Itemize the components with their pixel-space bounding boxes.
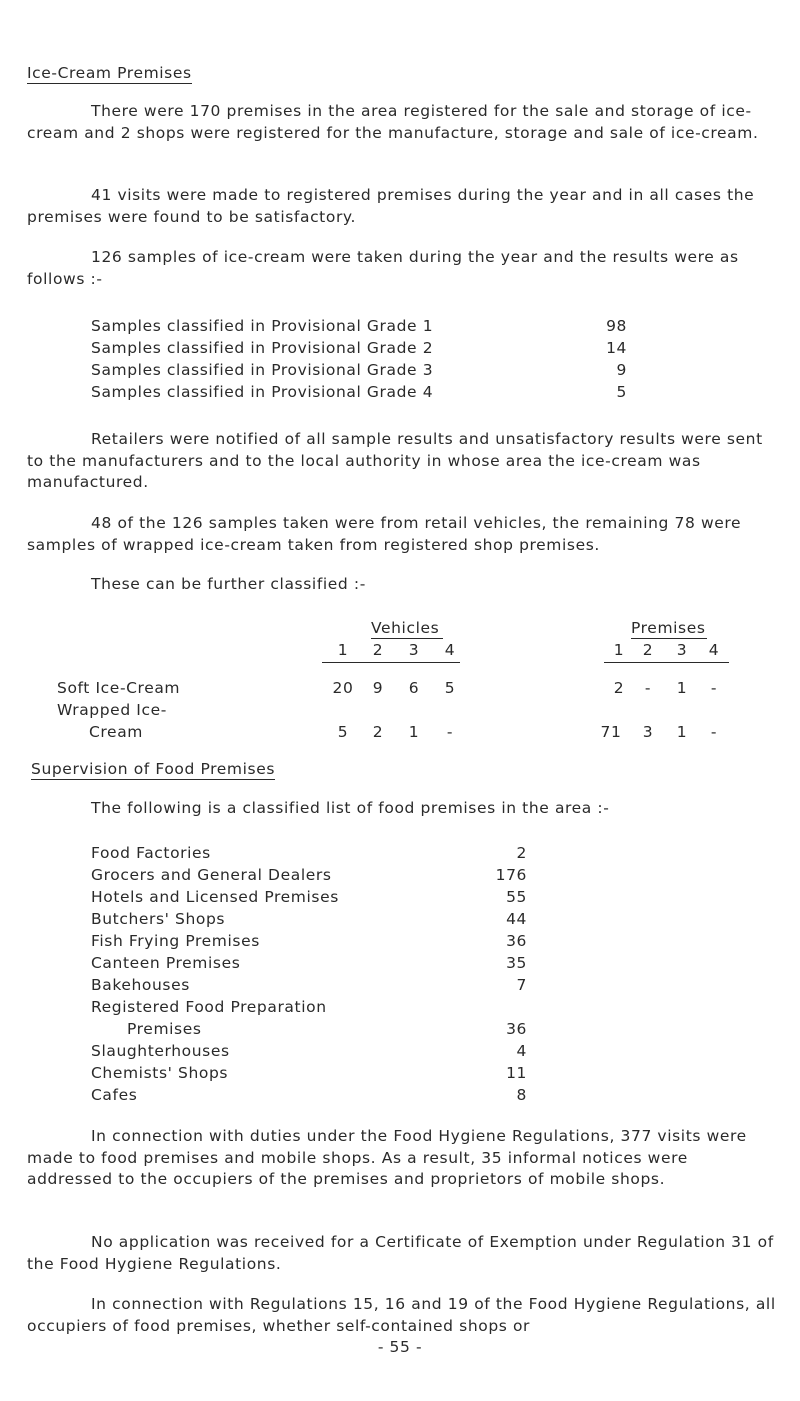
- row-label: Soft Ice-Cream: [57, 679, 181, 697]
- premises-cell: -: [710, 723, 718, 741]
- vehicles-cell: 20: [332, 679, 354, 697]
- premises-label: Cafes: [91, 1086, 138, 1104]
- grade-value: 9: [616, 361, 627, 379]
- premises-count: 36: [506, 932, 527, 950]
- premises-count: 55: [506, 888, 527, 906]
- premises-label: Fish Frying Premises: [91, 932, 260, 950]
- vehicles-underline: [371, 638, 443, 639]
- row-label: Wrapped Ice-: [57, 701, 167, 719]
- premises-grade-header: 1: [613, 641, 625, 659]
- page-number: - 55 -: [377, 1338, 423, 1356]
- paragraph-retailers-notified: Retailers were notified of all sample results and unsatisfactory results were sent to the manufacturers and to the local authority in whose area the ice-cream was manufactured.: [27, 430, 763, 491]
- premises-count: 8: [516, 1086, 527, 1104]
- vehicles-cell: 5: [444, 679, 456, 697]
- grade-label: Samples classified in Provisional Grade 3: [91, 361, 434, 379]
- premises-count: 36: [506, 1020, 527, 1038]
- premises-cell: -: [644, 679, 652, 697]
- premises-grade-header: 4: [708, 641, 720, 659]
- paragraph-visits: 41 visits were made to registered premises during the year and in all cases the premises were found to be satisfactory.: [27, 186, 755, 226]
- paragraph-food-hygiene-visits: In connection with duties under the Food Hygiene Regulations, 377 visits were made to food premises and mobile shops. As a result, 35 informal notices were addressed to the occupiers of the premises and proprietors of mobile shops.: [27, 1127, 747, 1188]
- vehicles-cell: 9: [372, 679, 384, 697]
- premises-label: Hotels and Licensed Premises: [91, 888, 339, 906]
- paragraph-premises-registered: There were 170 premises in the area registered for the sale and storage of ice-cream and 2 shops were registered for the manufacture, storage and sale of ice-cream.: [27, 102, 759, 142]
- vehicles-cell: -: [446, 723, 454, 741]
- premises-label: Chemists' Shops: [91, 1064, 229, 1082]
- premises-count: 4: [516, 1042, 527, 1060]
- grade-value: 5: [616, 383, 627, 401]
- paragraph-regulations: In connection with Regulations 15, 16 and 19 of the Food Hygiene Regulations, all occupiers of food premises, whether self-contained shops or: [27, 1295, 776, 1335]
- vehicles-grades-underline: [322, 662, 460, 663]
- premises-cell: 1: [676, 679, 688, 697]
- premises-label: Grocers and General Dealers: [91, 866, 332, 884]
- header-premises: Premises: [631, 619, 706, 637]
- premises-count: 44: [506, 910, 527, 928]
- premises-cell: 3: [642, 723, 654, 741]
- vehicles-cell: 1: [408, 723, 420, 741]
- premises-count: 11: [506, 1064, 527, 1082]
- vehicles-grade-header: 1: [337, 641, 349, 659]
- premises-cell: 71: [600, 723, 622, 741]
- premises-label: Premises: [127, 1020, 202, 1038]
- grade-label: Samples classified in Provisional Grade 4: [91, 383, 434, 401]
- premises-grades-underline: [604, 662, 729, 663]
- paragraph-classified-list: The following is a classified list of food premises in the area :-: [91, 799, 610, 817]
- premises-count: 2: [516, 844, 527, 862]
- paragraph-certificate-exemption: No application was received for a Certificate of Exemption under Regulation 31 of the Food Hygiene Regulations.: [27, 1233, 774, 1273]
- premises-label: Food Factories: [91, 844, 211, 862]
- header-vehicles: Vehicles: [371, 619, 440, 637]
- premises-cell: 2: [613, 679, 625, 697]
- premises-label: Slaughterhouses: [91, 1042, 230, 1060]
- vehicles-cell: 5: [337, 723, 349, 741]
- paragraph-samples-taken: 126 samples of ice-cream were taken during the year and the results were as follows :-: [27, 248, 739, 288]
- premises-underline: [631, 638, 707, 639]
- vehicles-grade-header: 2: [372, 641, 384, 659]
- premises-cell: -: [710, 679, 718, 697]
- vehicles-cell: 6: [408, 679, 420, 697]
- premises-label: Registered Food Preparation: [91, 998, 327, 1016]
- paragraph-vehicles-samples: 48 of the 126 samples taken were from retail vehicles, the remaining 78 were samples of wrapped ice-cream taken from registered shop premises.: [27, 514, 742, 554]
- premises-count: 176: [495, 866, 527, 884]
- premises-count: 35: [506, 954, 527, 972]
- section-title-ice-cream: Ice-Cream Premises: [27, 64, 192, 82]
- vehicles-grade-header: 3: [408, 641, 420, 659]
- premises-label: Bakehouses: [91, 976, 190, 994]
- premises-grade-header: 2: [642, 641, 654, 659]
- premises-label: Butchers' Shops: [91, 910, 226, 928]
- premises-label: Canteen Premises: [91, 954, 241, 972]
- premises-cell: 1: [676, 723, 688, 741]
- paragraph-further-classified: These can be further classified :-: [91, 575, 366, 593]
- vehicles-cell: 2: [372, 723, 384, 741]
- grade-label: Samples classified in Provisional Grade 2: [91, 339, 434, 357]
- premises-count: 7: [516, 976, 527, 994]
- section-title-food-premises: Supervision of Food Premises: [31, 760, 276, 778]
- grade-label: Samples classified in Provisional Grade 1: [91, 317, 434, 335]
- vehicles-grade-header: 4: [444, 641, 456, 659]
- row-label: Cream: [89, 723, 143, 741]
- premises-grade-header: 3: [676, 641, 688, 659]
- grade-value: 98: [606, 317, 627, 335]
- grade-value: 14: [606, 339, 627, 357]
